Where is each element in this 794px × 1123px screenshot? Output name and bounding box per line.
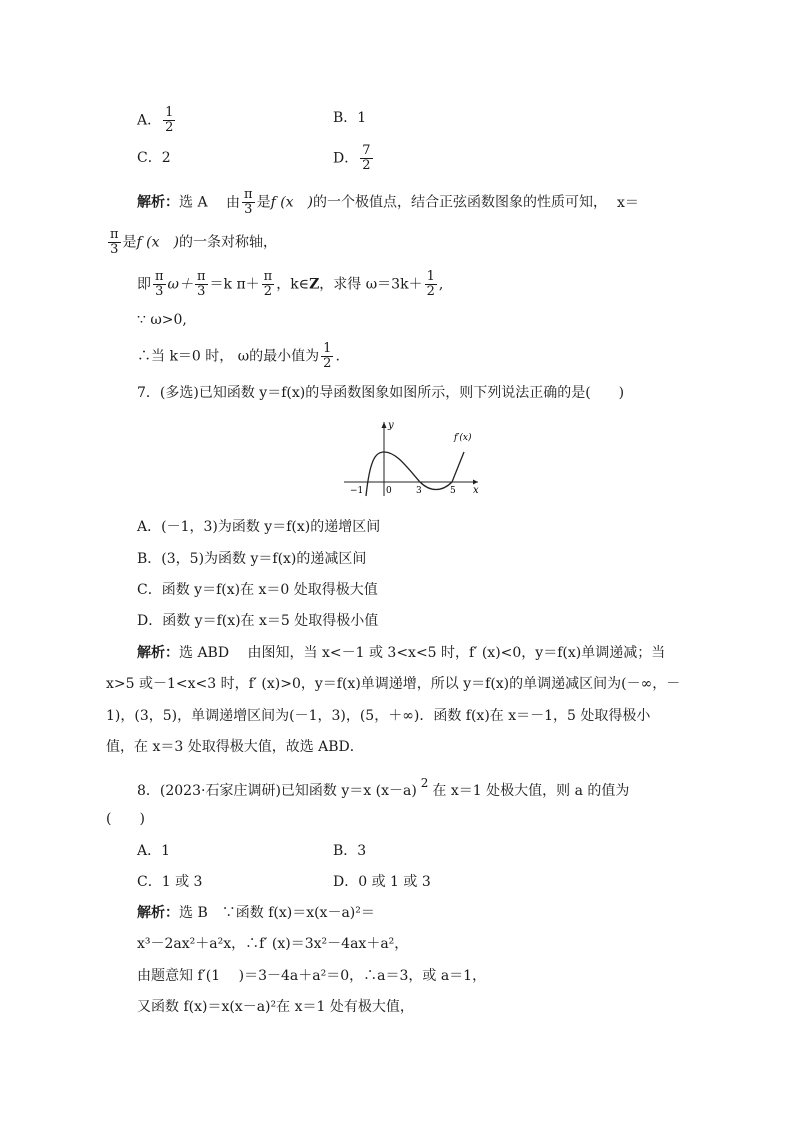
text: x＝ — [617, 194, 639, 211]
denominator: 3 — [244, 202, 253, 217]
numerator: π — [263, 269, 273, 284]
y-label: y — [388, 420, 394, 431]
q7-option-c: C．函数 y＝f(x)在 x＝0 处取得极大值 — [137, 582, 378, 598]
q6-solution-line2 — [106, 228, 277, 257]
text: ，求得 ω＝3k＋ — [319, 276, 423, 293]
x-label: x — [473, 485, 479, 496]
text: 即 — [137, 276, 151, 293]
option-label: A． — [137, 112, 162, 129]
solution-tag: 解析： — [137, 645, 179, 661]
text: ∴当 k＝0 时， ω的最小值为 — [137, 348, 320, 365]
text: f (x ) — [136, 234, 179, 251]
q8-solution-line2: x³－2ax²＋a²x，∴f′ (x)＝3x²－4ax＋a²， — [137, 936, 409, 952]
text: f (x ) — [270, 194, 314, 211]
text: 选 B ∵函数 f(x)＝x(x－a)²＝ — [179, 905, 375, 921]
numerator: π — [196, 269, 206, 284]
fraction — [163, 106, 175, 135]
text: 是 — [122, 234, 137, 251]
q7-option-d: D．函数 y＝f(x)在 x＝5 处取得极小值 — [137, 613, 379, 629]
q8-solution-line3: 由题意知 f′(1 )＝3－4a＋a²＝0，∴a＝3，或 a＝1， — [137, 968, 487, 984]
numerator: 7 — [362, 143, 371, 158]
q8-solution-line1 — [137, 903, 375, 923]
text: k π＋ — [223, 276, 260, 293]
q8-option-d: D．0 或 1 或 3 — [333, 874, 431, 890]
q8-stem — [137, 773, 629, 801]
text: 的一个极值点，结合正弦函数图象的性质可知， — [313, 194, 608, 211]
option-c: C．2 — [137, 150, 171, 166]
tick-label: 0 — [386, 486, 392, 496]
text: 由 — [226, 194, 241, 211]
text: Z — [309, 276, 320, 293]
q7-solution-line4: 值，在 x＝3 处取得极大值，故选 ABD． — [106, 739, 364, 755]
numerator: π — [110, 227, 119, 242]
text: 是 — [256, 194, 271, 211]
tick-label: 5 — [450, 486, 456, 496]
option-label: D． — [333, 150, 359, 167]
tick-label: −1 — [350, 486, 364, 496]
option-d — [333, 144, 375, 173]
q6-solution-line5 — [137, 342, 340, 371]
q6-solution-line4: ∵ ω>0, — [137, 312, 187, 328]
q8-option-b: B．3 — [333, 843, 367, 859]
text: 在 x＝1 处极大值，则 a 的值为 — [432, 783, 630, 799]
x-axis-arrow — [473, 480, 478, 485]
q7-solution-line1 — [137, 643, 665, 663]
solution-tag: 解析： — [137, 194, 179, 211]
denominator: 3 — [155, 284, 164, 299]
denominator: 3 — [197, 284, 206, 299]
denominator: 2 — [426, 284, 435, 299]
text: 的一条对称轴， — [179, 234, 277, 251]
text: 选 A — [179, 194, 208, 211]
denominator: 2 — [323, 356, 332, 371]
tick-label: 3 — [416, 486, 422, 496]
q7-option-b: B．(3，5)为函数 y＝f(x)的递减区间 — [137, 551, 367, 567]
denominator: 3 — [110, 242, 119, 257]
derivative-graph — [340, 418, 482, 498]
option-b: B．1 — [333, 110, 367, 126]
q7-stem: 7．(多选)已知函数 y＝f(x)的导函数图象如图所示，则下列说法正确的是( ) — [137, 385, 625, 401]
text: . — [335, 348, 340, 365]
superscript: 2 — [420, 776, 429, 790]
fraction — [108, 228, 121, 257]
numerator: π — [244, 187, 253, 202]
text: 选 ABD 由图知，当 x<－1 或 3<x<5 时，f′ (x)<0，y＝f(x)单调递减；当 — [179, 645, 666, 661]
fraction — [425, 270, 437, 299]
fraction — [262, 270, 275, 299]
q6-solution-line3: 即 $\frac{\pi}{3}$ ω＋ $\frac{\pi}{3}$ ＝k π＋ $\frac{\pi}{2}$ ，k∈Z，求得 ω＝3k＋ $\frac{1}{2}$ , — [137, 269, 444, 299]
curve-label: f′(x) — [454, 433, 472, 443]
option-a — [137, 106, 177, 135]
q7-solution-line2: x>5 或－1<x<3 时，f′ (x)>0，y＝f(x)单调递增，所以 y＝f(x)的单调递减区间为(－∞，－ — [106, 676, 681, 692]
q7-solution-line3: 1)，(3，5)，单调递增区间为(－1，3)，(5，＋∞)．函数 f(x)在 x＝－1，5 处取得极小 — [106, 708, 651, 724]
q8-option-a: A．1 — [137, 843, 171, 859]
fraction — [360, 144, 372, 173]
numerator: π — [155, 269, 164, 284]
denominator: 2 — [165, 120, 174, 135]
text: ω＋ — [167, 276, 193, 293]
q6-solution-line1 — [137, 188, 639, 217]
q8-solution-line4: 又函数 f(x)＝x(x－a)²在 x＝1 处有极大值， — [137, 999, 414, 1015]
fraction — [195, 270, 208, 299]
denominator: 2 — [362, 158, 371, 173]
text: ＝ — [209, 276, 224, 293]
numerator: 1 — [165, 105, 174, 120]
q7-option-a: A．(－1，3)为函数 y＝f(x)的递增区间 — [137, 519, 381, 535]
q8-option-c: C．1 或 3 — [137, 874, 203, 890]
fraction — [321, 342, 333, 371]
y-axis-arrow — [382, 422, 387, 428]
fraction — [242, 188, 255, 217]
solution-tag: 解析： — [137, 905, 179, 921]
numerator: 1 — [426, 269, 435, 284]
numerator: 1 — [323, 341, 332, 356]
text: 8．(2023·石家庄调研)已知函数 y＝x (x－a) — [137, 783, 417, 799]
denominator: 2 — [263, 284, 273, 299]
q8-paren: ( ) — [106, 811, 145, 827]
fraction — [153, 270, 166, 299]
text: ，k∈ — [276, 276, 310, 293]
